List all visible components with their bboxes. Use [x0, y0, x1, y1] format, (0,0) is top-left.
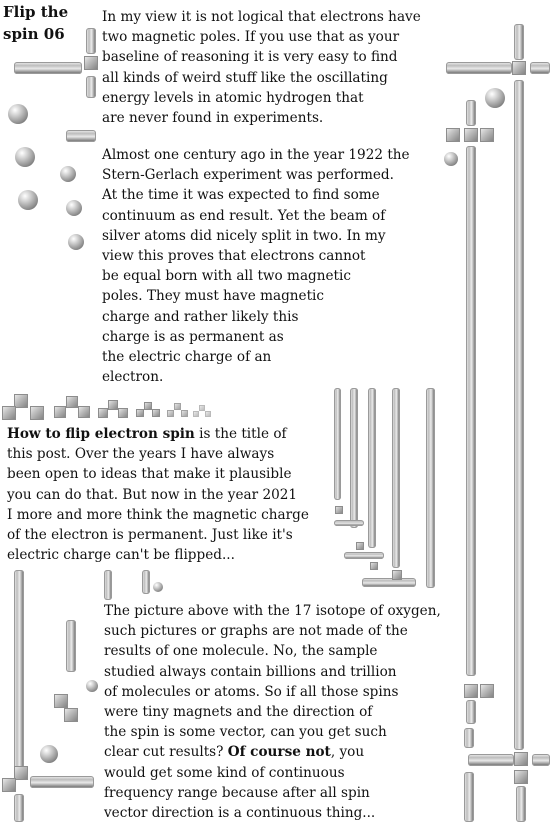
text-line: The picture above with the 17 isotope of oxygen,	[104, 603, 441, 619]
metal-square-decoration	[392, 570, 402, 580]
metal-bar-decoration	[426, 388, 435, 588]
text-line: results of one molecule. No, the sample	[104, 643, 378, 660]
text-line: Stern-Gerlach experiment was performed.	[102, 167, 394, 184]
paragraph-isotope	[104, 601, 441, 823]
metal-bar-decoration	[86, 28, 96, 54]
text-line	[7, 424, 309, 444]
metal-bar-decoration	[334, 520, 364, 526]
metal-square-decoration	[446, 128, 460, 142]
metal-bar-decoration	[334, 388, 341, 500]
metal-square-decoration	[2, 406, 16, 420]
metal-bar-decoration	[362, 578, 416, 587]
text-line: In my view it is not logical that electrons have	[102, 9, 421, 25]
metal-square-decoration	[167, 410, 174, 417]
paragraph-intro	[102, 7, 421, 128]
metal-bar-decoration	[392, 388, 400, 568]
metal-square-decoration	[30, 406, 44, 420]
paragraph-flip-spin	[7, 424, 309, 565]
text-line: baseline of reasoning it is very easy to find	[102, 49, 398, 66]
metal-ball-decoration	[15, 147, 35, 167]
text-line: of the electron is permanent. Just like it's	[7, 527, 293, 544]
metal-square-decoration	[370, 562, 378, 570]
metal-ball-decoration	[485, 88, 505, 108]
metal-bar-decoration	[66, 130, 96, 142]
text-line: such pictures or graphs are not made of the	[104, 623, 408, 640]
metal-bar-decoration	[368, 388, 376, 548]
metal-square-decoration	[54, 694, 68, 708]
metal-square-decoration	[14, 766, 28, 780]
metal-bar-decoration	[532, 754, 550, 766]
metal-square-decoration	[356, 542, 364, 550]
metal-bar-decoration	[86, 76, 96, 98]
metal-square-decoration	[174, 403, 181, 410]
text-line: electric charge can't be flipped...	[7, 547, 235, 564]
bold-lead: How to flip electron spin	[7, 426, 195, 442]
metal-ball-decoration	[153, 582, 163, 592]
title-line: Flip the	[3, 3, 69, 21]
metal-square-decoration	[514, 770, 528, 784]
metal-square-decoration	[66, 396, 78, 408]
metal-square-decoration	[2, 778, 16, 792]
metal-ball-decoration	[18, 190, 38, 210]
text-line: charge and rather likely this	[102, 308, 299, 325]
text-line: were tiny magnets and the direction of	[104, 704, 373, 721]
text-line: I more and more think the magnetic charge	[7, 506, 309, 523]
metal-ball-decoration	[66, 200, 82, 216]
metal-ball-decoration	[40, 745, 58, 763]
text-line: be equal born with all two magnetic	[102, 268, 351, 285]
text-line: you can do that. But now in the year 2021	[7, 486, 298, 503]
metal-bar-decoration	[66, 620, 76, 672]
metal-square-decoration	[480, 684, 494, 698]
metal-bar-decoration	[14, 794, 24, 822]
metal-bar-decoration	[446, 62, 512, 74]
metal-bar-decoration	[468, 754, 514, 766]
text-line: vector direction is a continuous thing...	[104, 805, 376, 822]
text-line: At the time it was expected to find some	[102, 187, 380, 204]
metal-bar-decoration	[464, 772, 474, 822]
metal-square-decoration	[136, 409, 144, 417]
metal-square-decoration	[205, 411, 211, 417]
text-line: would get some kind of continuous	[104, 764, 345, 781]
metal-ball-decoration	[8, 104, 28, 124]
metal-bar-decoration	[104, 570, 112, 600]
text-line: poles. They must have magnetic	[102, 288, 324, 305]
metal-ball-decoration	[68, 234, 84, 250]
text-line: charge is as permanent as	[102, 328, 284, 345]
page-title	[3, 1, 68, 45]
text-line	[104, 742, 441, 762]
text-line: all kinds of weird stuff like the oscillating	[102, 69, 388, 86]
metal-square-decoration	[14, 394, 28, 408]
metal-square-decoration	[98, 408, 108, 418]
metal-square-decoration	[152, 409, 160, 417]
metal-ball-decoration	[60, 166, 76, 182]
text-fragment: , you	[330, 744, 365, 761]
text-line: Almost one century ago in the year 1922 the	[102, 147, 410, 163]
title-line: spin 06	[3, 25, 65, 43]
metal-bar-decoration	[142, 570, 150, 594]
text-line: been open to ideas that make it plausible	[7, 466, 292, 483]
metal-bar-decoration	[516, 786, 526, 822]
text-line: the spin is some vector, can you get such	[104, 724, 387, 741]
metal-square-decoration	[181, 410, 188, 417]
text-line: this post. Over the years I have always	[7, 446, 275, 463]
bold-emphasis: Of course not	[227, 744, 331, 761]
text-line: two magnetic poles. If you use that as your	[102, 29, 400, 46]
text-line: frequency range because after all spin	[104, 784, 370, 801]
metal-square-decoration	[514, 752, 528, 766]
metal-bar-decoration	[464, 728, 474, 748]
metal-square-decoration	[512, 61, 526, 75]
text-line: of molecules or atoms. So if all those spins	[104, 683, 399, 700]
metal-bar-decoration	[30, 776, 94, 788]
text-line: electron.	[102, 369, 164, 386]
metal-square-decoration	[464, 684, 478, 698]
text-fragment: clear cut results?	[104, 744, 228, 761]
text-line: silver atoms did nicely split in two. In my	[102, 227, 386, 244]
metal-bar-decoration	[14, 62, 82, 74]
text-fragment: is the title of	[194, 426, 287, 442]
text-line: are never found in experiments.	[102, 110, 324, 127]
text-line: the electric charge of an	[102, 349, 272, 366]
metal-bar-decoration	[466, 100, 476, 126]
metal-square-decoration	[54, 406, 66, 418]
metal-bar-decoration	[466, 700, 476, 724]
metal-square-decoration	[108, 400, 118, 410]
metal-square-decoration	[84, 56, 98, 70]
text-line: continuum as end result. Yet the beam of	[102, 207, 386, 224]
metal-square-decoration	[464, 128, 478, 142]
metal-bar-decoration	[350, 388, 358, 528]
metal-bar-decoration	[530, 62, 550, 74]
metal-square-decoration	[64, 708, 78, 722]
metal-square-decoration	[118, 408, 128, 418]
metal-square-decoration	[78, 406, 90, 418]
metal-bar-decoration	[514, 24, 524, 60]
metal-bar-decoration	[344, 552, 384, 559]
metal-ball-decoration	[86, 680, 98, 692]
text-line: studied always contain billions and trillion	[104, 663, 397, 680]
metal-bar-decoration	[514, 80, 524, 750]
metal-ball-decoration	[444, 152, 458, 166]
text-line: view this proves that electrons cannot	[102, 248, 366, 265]
metal-bar-decoration	[14, 570, 24, 770]
text-line: energy levels in atomic hydrogen that	[102, 89, 364, 106]
metal-bar-decoration	[466, 146, 476, 676]
metal-square-decoration	[144, 402, 152, 410]
paragraph-stern-gerlach	[102, 145, 410, 387]
metal-square-decoration	[335, 506, 343, 514]
metal-square-decoration	[480, 128, 494, 142]
metal-square-decoration	[193, 411, 199, 417]
